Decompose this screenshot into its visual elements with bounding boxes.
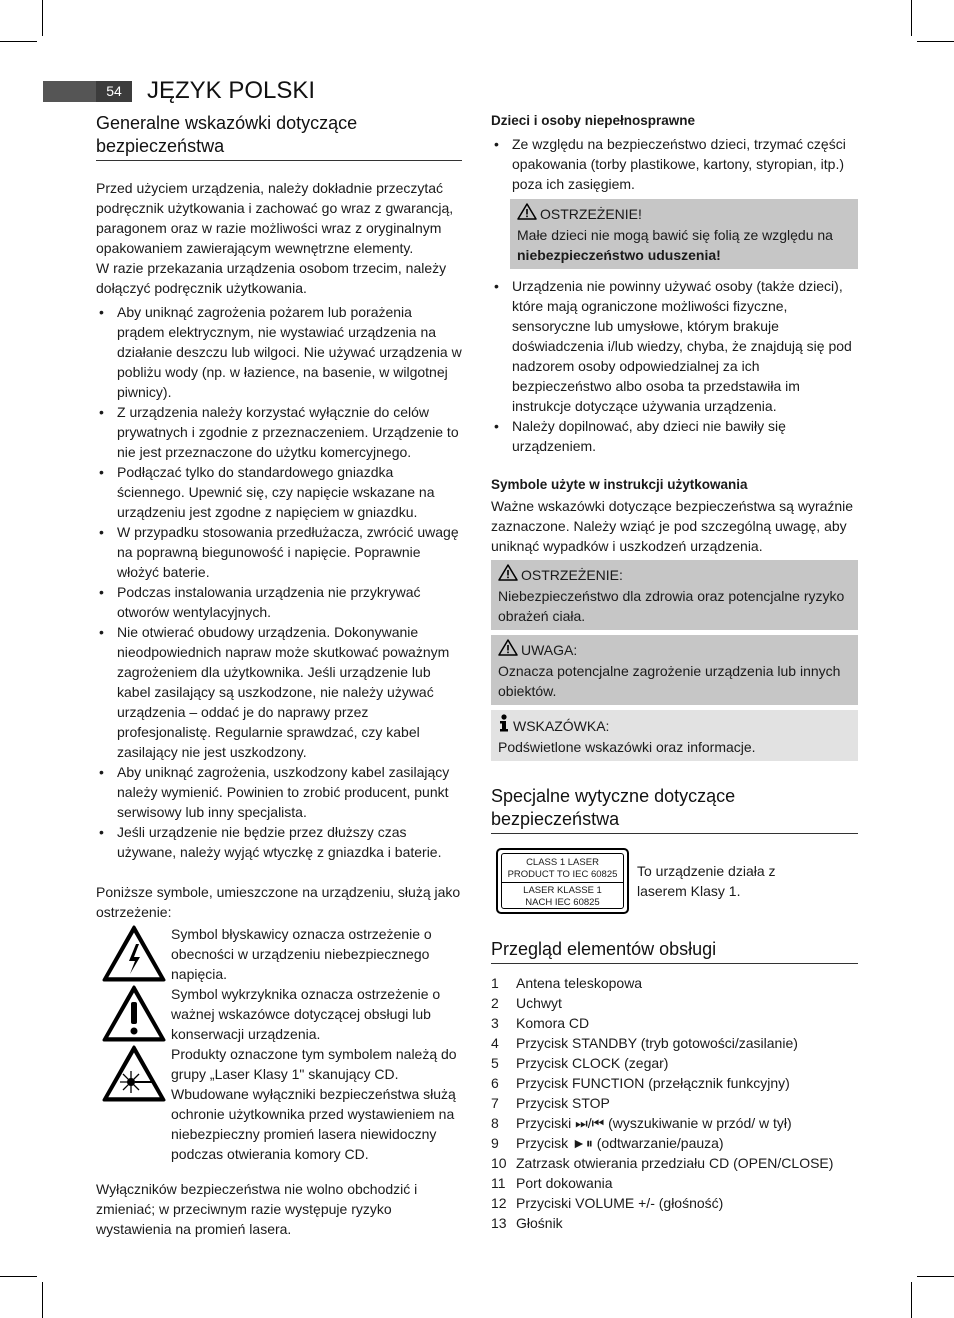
laser-label-divider — [502, 882, 623, 883]
section-title-controls: Przegląd elementów obsługi — [491, 938, 858, 964]
laser-label-line: NACH IEC 60825 — [525, 896, 600, 908]
warning-triangle-icon — [517, 203, 537, 225]
list-item: • Podłączać tylko do standardowego gniazdka ściennego. Upewnić się, czy napięcie wskazane na urządzeniu jest zgodne z napięciem w gniazdku. — [96, 462, 462, 522]
list-item: • Urządzenia nie powinny używać osoby (także dzieci), które mają ograniczone możliwości fizyczne, sensoryczne lub umysłowe, którym brakuje doświadczenia i/lub wiedzy, chyba, że znajdują się pod nadzorem osoby odpowiedzialnej za ich bezpieczeństwo albo osoba ta przedstawiła im instrukcje dotyczące używania urządzenia. — [491, 276, 858, 416]
closing-paragraph: Wyłączników bezpieczeństwa nie wolno obchodzić i zmieniać; w przeciwnym razie występuje ryzyko wystawienia na promień lasera. — [96, 1181, 418, 1237]
symbol-description: Produkty oznaczone tym symbolem należą do grupy „Laser Klasy 1" skanujący CD. Wbudowane wyłączniki bezpieczeństwa służą ochronie użytkownika przed wystawieniem na niebezpieczny promień lasera niewidoczny podczas otwierania komory CD. — [171, 1046, 457, 1162]
list-item: 6 Przycisk FUNCTION (przełącznik funkcyjny) — [491, 1075, 790, 1091]
symbols-title: Symbole użyte w instrukcji użytkowania — [491, 477, 748, 492]
note-text-bold: niebezpieczeństwo uduszenia! — [517, 247, 721, 263]
lightning-warning-icon — [96, 924, 171, 984]
list-item: 11 Port dokowania — [491, 1175, 613, 1191]
crop-mark — [42, 0, 43, 36]
right-column — [491, 112, 858, 1233]
laser-label-line: LASER KLASSE 1 — [523, 885, 602, 896]
note-box-caution — [491, 635, 858, 705]
crop-mark — [0, 1276, 37, 1277]
symbol-row — [96, 924, 462, 984]
warning-triangle-icon — [498, 564, 518, 586]
note-text: Niebezpieczeństwo dla zdrowia oraz potencjalne ryzyko obrażeń ciała. — [498, 588, 845, 624]
list-item: • Ze względu na bezpieczeństwo dzieci, trzymać części opakowania (torby plastikowe, kartony, styropian, itp.) poza ich zasięgiem. — [491, 134, 858, 194]
list-item: • Aby uniknąć zagrożenia, uszkodzony kabel zasilający należy wymienić. Powinien to zrobić producent, punkt serwisowy lub inny specjalista. — [96, 762, 462, 822]
exclamation-warning-icon — [96, 984, 171, 1044]
list-item: 4 Przycisk STANDBY (tryb gotowości/zasilanie) — [491, 1035, 798, 1051]
symbol-row — [96, 1044, 462, 1164]
safety-bullets — [96, 302, 462, 862]
list-item: • Jeśli urządzenie nie będzie przez dłuższy czas używane, należy wyjąć wtyczkę z gniazdka i baterie. — [96, 822, 462, 862]
list-item: 12 Przyciski VOLUME +/- (głośność) — [491, 1195, 724, 1211]
note-text: Małe dzieci nie mogą bawić się folią ze względu na niebezpieczeństwo uduszenia! — [517, 227, 833, 263]
note-label: UWAGA: — [521, 642, 578, 658]
note-text: Podświetlone wskazówki oraz informacje. — [498, 739, 756, 755]
list-item: 10 Zatrzask otwierania przedziału CD (OPEN/CLOSE) — [491, 1155, 834, 1171]
crop-mark — [911, 0, 912, 36]
list-item: 5 Przycisk CLOCK (zegar) — [491, 1055, 669, 1071]
children-bullets-2 — [491, 276, 858, 456]
list-item: • W przypadku stosowania przedłużacza, zwrócić uwagę na poprawną biegunowość i napięcie. Poprawnie włożyć baterie. — [96, 522, 462, 582]
note-header — [517, 203, 851, 225]
note-label: OSTRZEŻENIE: — [521, 567, 623, 583]
crop-mark — [0, 41, 37, 42]
laser-class-row — [491, 848, 858, 914]
list-item: 13 Głośnik — [491, 1215, 563, 1231]
section-title-general-safety: Generalne wskazówki dotyczące bezpieczeństwa — [96, 112, 462, 161]
list-item: 1 Antena teleskopowa — [491, 975, 643, 991]
warning-triangle-icon — [498, 639, 518, 661]
list-item: • Aby uniknąć zagrożenia pożarem lub porażenia prądem elektrycznym, nie wystawiać urządzenia na działanie deszczu lub wilgoci. Nie używać urządzenia w pobliżu wody (np. w łazience, na basenie, w wilgotnej piwnicy). — [96, 302, 462, 402]
crop-mark — [911, 1282, 912, 1318]
list-item: 3 Komora CD — [491, 1015, 590, 1031]
laser-warning-icon — [96, 1044, 171, 1104]
laser-label-line: CLASS 1 LASER — [526, 857, 599, 868]
warning-box — [510, 199, 858, 269]
list-item: 7 Przycisk STOP — [491, 1095, 610, 1111]
intro-paragraph: Przed użyciem urządzenia, należy dokładnie przeczytać podręcznik użytkowania i zachować go wraz z gwarancją, paragonem oraz w razie możliwości wraz z oryginalnym opakowaniem zawierającym wewnętrzne elementy. — [96, 180, 454, 256]
list-item: • Z urządzenia należy korzystać wyłącznie do celów prywatnych i zgodnie z przeznaczeniem. Urządzenie to nie jest przeznaczone do użytku komercyjnego. — [96, 402, 462, 462]
note-header — [498, 564, 851, 586]
section-title-special-safety: Specjalne wytyczne dotyczące bezpieczeństwa — [491, 785, 858, 834]
header-bar — [43, 81, 96, 102]
symbol-description: Symbol błyskawicy oznacza ostrzeżenie o obecności w urządzeniu niebezpiecznego napięcia. — [171, 926, 432, 982]
laser-description: To urządzenie działa z laserem Klasy 1. — [637, 863, 776, 899]
children-bullets — [491, 134, 858, 194]
note-header — [498, 639, 851, 661]
info-icon — [498, 714, 510, 737]
page-title: JĘZYK POLSKI — [147, 77, 316, 104]
note-label: OSTRZEŻENIE! — [540, 206, 642, 222]
note-header — [498, 714, 851, 737]
list-item: • Podczas instalowania urządzenia nie przykrywać otworów wentylacyjnych. — [96, 582, 462, 622]
crop-mark — [917, 1276, 954, 1277]
symbol-description: Symbol wykrzyknika oznacza ostrzeżenie o ważnej wskazówce dotyczącej obsługi lub konserwacji urządzenia. — [171, 986, 441, 1042]
crop-mark — [42, 1282, 43, 1318]
list-item: • Nie otwierać obudowy urządzenia. Dokonywanie nieodpowiednich napraw może skutkować poważnym zagrożeniem dla użytkownika. Jeśli urządzenie lub kabel zasilający są uszkodzone, nie należy używać urządzenia – oddać je do naprawy przez profesjonalistę. Regularnie sprawdzać, czy kabel zasilający nie jest uszkodzony. — [96, 622, 462, 762]
left-column — [96, 112, 462, 1239]
controls-list — [491, 973, 858, 1233]
symbol-row — [96, 984, 462, 1044]
page-number: 54 — [96, 81, 132, 102]
symbols-intro-paragraph: Ważne wskazówki dotyczące bezpieczeństwa są wyraźnie zaznaczone. Należy wziąć je pod szczególną uwagę, aby uniknąć wypadków i uszkodzeń urządzenia. — [491, 498, 854, 554]
symbols-intro: Poniższe symbole, umieszczone na urządzeniu, służą jako ostrzeżenie: — [96, 884, 461, 920]
note-text: Oznacza potencjalne zagrożenie urządzenia lub innych obiektów. — [498, 663, 841, 699]
note-box-warning — [491, 560, 858, 630]
list-item: 8 Przyciski ⏭/⏮ (wyszukiwanie w przód/ w tył) — [491, 1115, 792, 1131]
note-label: WSKAZÓWKA: — [513, 717, 610, 734]
list-item: 2 Uchwyt — [491, 995, 562, 1011]
list-item: • Należy dopilnować, aby dzieci nie bawiły się urządzeniem. — [491, 416, 858, 456]
laser-label-line: PRODUCT TO IEC 60825 — [507, 868, 618, 880]
crop-mark — [917, 41, 954, 42]
note-box-hint — [491, 710, 858, 761]
intro-paragraph: W razie przekazania urządzenia osobom trzecim, należy dołączyć podręcznik użytkowania. — [96, 260, 447, 296]
list-item: 9 Przycisk ►⏸ (odtwarzanie/pauza) — [491, 1135, 724, 1151]
laser-class-label — [496, 848, 629, 914]
children-title: Dzieci i osoby niepełnosprawne — [491, 113, 696, 128]
